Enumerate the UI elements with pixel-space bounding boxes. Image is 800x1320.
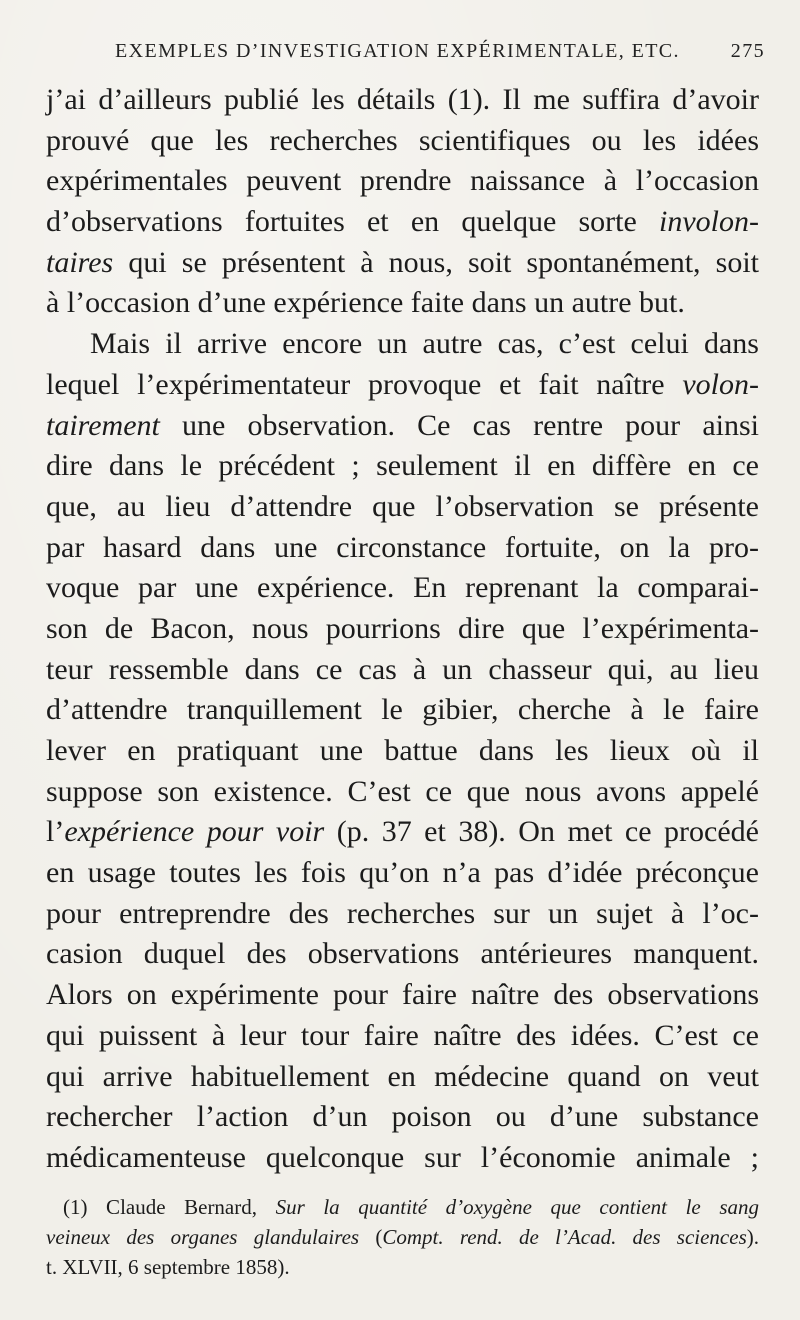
text-line: prouvé que les recherches scientifiques ou les idées — [46, 123, 759, 157]
footnote-line: t. XLVII, 6 septembre 1858). — [46, 1255, 290, 1279]
text-line: teur ressemble dans ce cas à un chasseur qui, au lieu — [46, 652, 759, 686]
text-line: l’expérience pour voir (p. 37 et 38). On met ce procédé — [46, 815, 759, 849]
text-line: qui puissent à leur tour faire naître des idées. C’est ce — [46, 1018, 759, 1052]
footnote — [46, 1192, 759, 1282]
text-line: à l’occasion d’une expérience faite dans un autre but. — [46, 286, 685, 320]
text-line: en usage toutes les fois qu’on n’a pas d’idée préconçue — [46, 856, 759, 890]
text-line: par hasard dans une circonstance fortuite, on la pro- — [46, 530, 759, 564]
text-line: d’attendre tranquillement le gibier, cherche à le faire — [46, 693, 759, 727]
text-line: j’ai d’ailleurs publié les détails (1). Il me suffira d’avoir — [46, 83, 759, 116]
text-line: voque par une expérience. En reprenant la comparai- — [46, 571, 759, 605]
text-line: tairement une observation. Ce cas rentre pour ainsi — [46, 408, 759, 442]
text-line: d’observations fortuites et en quelque sorte involon- — [46, 205, 759, 239]
footnote-line: veineux des organes glandulaires (Compt. rend. de l’Acad. des sciences). — [46, 1225, 759, 1249]
text-line: son de Bacon, nous pourrions dire que l’expérimenta- — [46, 611, 759, 645]
footnote-line: (1) Claude Bernard, Sur la quantité d’oxygène que contient le sang — [63, 1195, 759, 1219]
text-line: rechercher l’action d’un poison ou d’une substance — [46, 1100, 759, 1134]
text-line: Mais il arrive encore un autre cas, c’est celui dans — [90, 327, 759, 361]
text-line: qui arrive habituellement en médecine quand on veut — [46, 1059, 759, 1093]
text-line: pour entreprendre des recherches sur un sujet à l’oc- — [46, 896, 759, 930]
text-line: dire dans le précédent ; seulement il en diffère en ce — [46, 449, 759, 483]
text-line: Alors on expérimente pour faire naître des observations — [46, 978, 759, 1012]
text-line: taires qui se présentent à nous, soit spontanément, soit — [46, 245, 759, 279]
text-line: casion duquel des observations antérieures manquent. — [46, 937, 759, 971]
text-line: lequel l’expérimentateur provoque et fait naître volon- — [46, 367, 759, 401]
text-line: lever en pratiquant une battue dans les lieux où il — [46, 734, 759, 767]
running-head — [115, 40, 765, 70]
text-line: suppose son existence. C’est ce que nous avons appelé — [46, 774, 759, 808]
body-text — [46, 80, 759, 1179]
text-line: que, au lieu d’attendre que l’observation se présente — [46, 489, 759, 523]
running-head-title: EXEMPLES D’INVESTIGATION EXPÉRIMENTALE, ETC. — [115, 40, 680, 62]
text-line: expérimentales peuvent prendre naissance à l’occasion — [46, 164, 759, 198]
text-line: médicamenteuse quelconque sur l’économie animale ; — [46, 1140, 759, 1174]
page-number: 275 — [730, 40, 765, 62]
